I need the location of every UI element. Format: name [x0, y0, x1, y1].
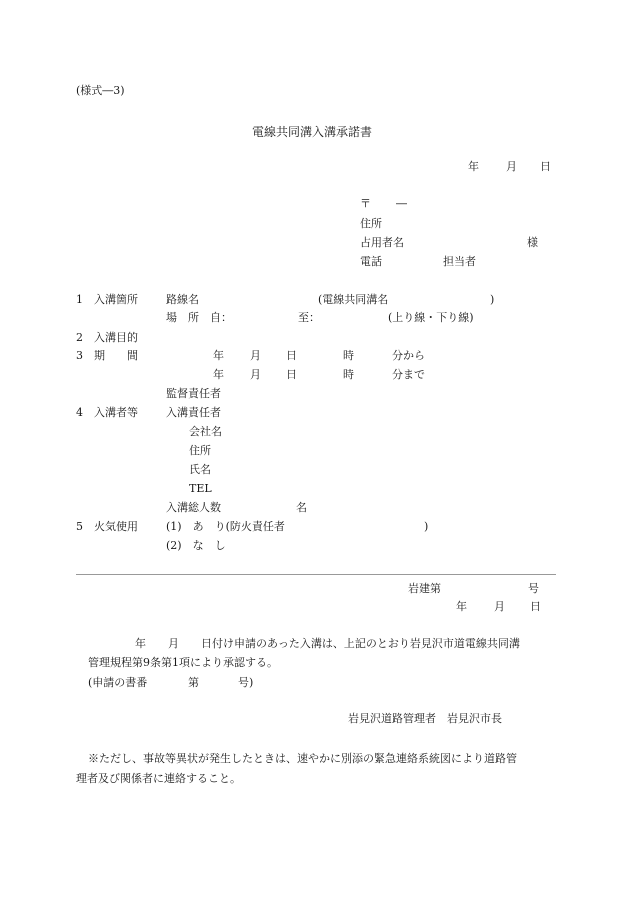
conduit-name-label: (電線共同溝名: [318, 293, 389, 306]
item4-number: 4: [76, 406, 83, 419]
period-from-hour: 時: [343, 349, 354, 362]
address-label: 住所: [360, 217, 382, 230]
phone-label: 電話: [360, 255, 382, 268]
conduit-name-close: ): [490, 293, 495, 306]
approval-signer: 岩見沢道路管理者 岩見沢市長: [348, 712, 502, 725]
section-divider: [76, 574, 556, 575]
approval-date-year: 年: [456, 600, 467, 613]
direction-options: (上り線・下り線): [388, 311, 474, 324]
date-month-label: 月: [506, 160, 517, 173]
company-name-label: 会社名: [189, 425, 222, 438]
approval-date-day: 日: [530, 600, 541, 613]
period-to-hour: 時: [343, 368, 354, 381]
company-address-label: 住所: [189, 444, 211, 457]
approval-doc-suffix: 号: [528, 582, 539, 595]
supervisor-label: 監督責任者: [166, 387, 221, 400]
period-from-year: 年: [213, 349, 224, 362]
approval-doc-prefix: 岩建第: [408, 582, 441, 595]
place-to-label: 至：: [298, 311, 320, 324]
application-ref-mid: 第: [188, 676, 199, 689]
tel-label: TEL: [189, 482, 212, 495]
item2-number: 2: [76, 331, 83, 344]
period-from-day: 日: [286, 349, 297, 362]
period-to-year: 年: [213, 368, 224, 381]
item4-label: 入溝者等: [94, 406, 138, 419]
item1-number: 1: [76, 293, 83, 306]
item3-number: 3: [76, 349, 83, 362]
date-year-label: 年: [468, 160, 479, 173]
fire-use-option-yes-close: ): [424, 520, 429, 533]
postal-dash: ―: [396, 197, 407, 210]
form-number: (様式―3): [76, 84, 125, 97]
period-from-month: 月: [250, 349, 261, 362]
people-unit: 名: [296, 501, 307, 514]
route-name-label: 路線名: [166, 293, 199, 306]
occupant-name-label: 占用者名: [360, 236, 404, 249]
period-from-minute: 分から: [392, 349, 425, 362]
place-from-label: 場 所 自：: [166, 311, 232, 324]
item5-label: 火気使用: [94, 520, 138, 533]
item3-label: 期 間: [94, 349, 138, 362]
item2-label: 入溝目的: [94, 331, 138, 344]
approval-body-line2: 管理規程第9条第1項により承認する。: [88, 656, 278, 669]
approval-date-month: 月: [494, 600, 505, 613]
total-people-label: 入溝総人数: [166, 501, 221, 514]
item1-label: 入溝箇所: [94, 293, 138, 306]
postal-mark: 〒: [360, 197, 371, 210]
approval-body-line1: 年 月 日付け申請のあった入溝は、上記のとおり岩見沢市道電線共同溝: [135, 637, 520, 650]
fire-use-option-yes: (1) あ り(防火責任者: [166, 520, 285, 533]
note-line1: ※ただし、事故等異状が発生したときは、速やかに別添の緊急連絡系統図により道路管: [88, 752, 517, 765]
period-to-minute: 分まで: [392, 368, 425, 381]
application-ref-open: (申請の書番: [88, 676, 148, 689]
person-name-label: 氏名: [189, 463, 211, 476]
period-to-month: 月: [250, 368, 261, 381]
document-title: 電線共同溝入溝承諾書: [252, 125, 373, 139]
entry-manager-label: 入溝責任者: [166, 406, 221, 419]
person-in-charge-label: 担当者: [443, 255, 476, 268]
application-ref-close: 号): [238, 676, 254, 689]
date-day-label: 日: [540, 160, 551, 173]
period-to-day: 日: [286, 368, 297, 381]
note-line2: 理者及び関係者に連絡すること。: [76, 772, 241, 785]
fire-use-option-no: (2) な し: [166, 539, 226, 552]
honorific: 様: [527, 236, 538, 249]
item5-number: 5: [76, 520, 83, 533]
